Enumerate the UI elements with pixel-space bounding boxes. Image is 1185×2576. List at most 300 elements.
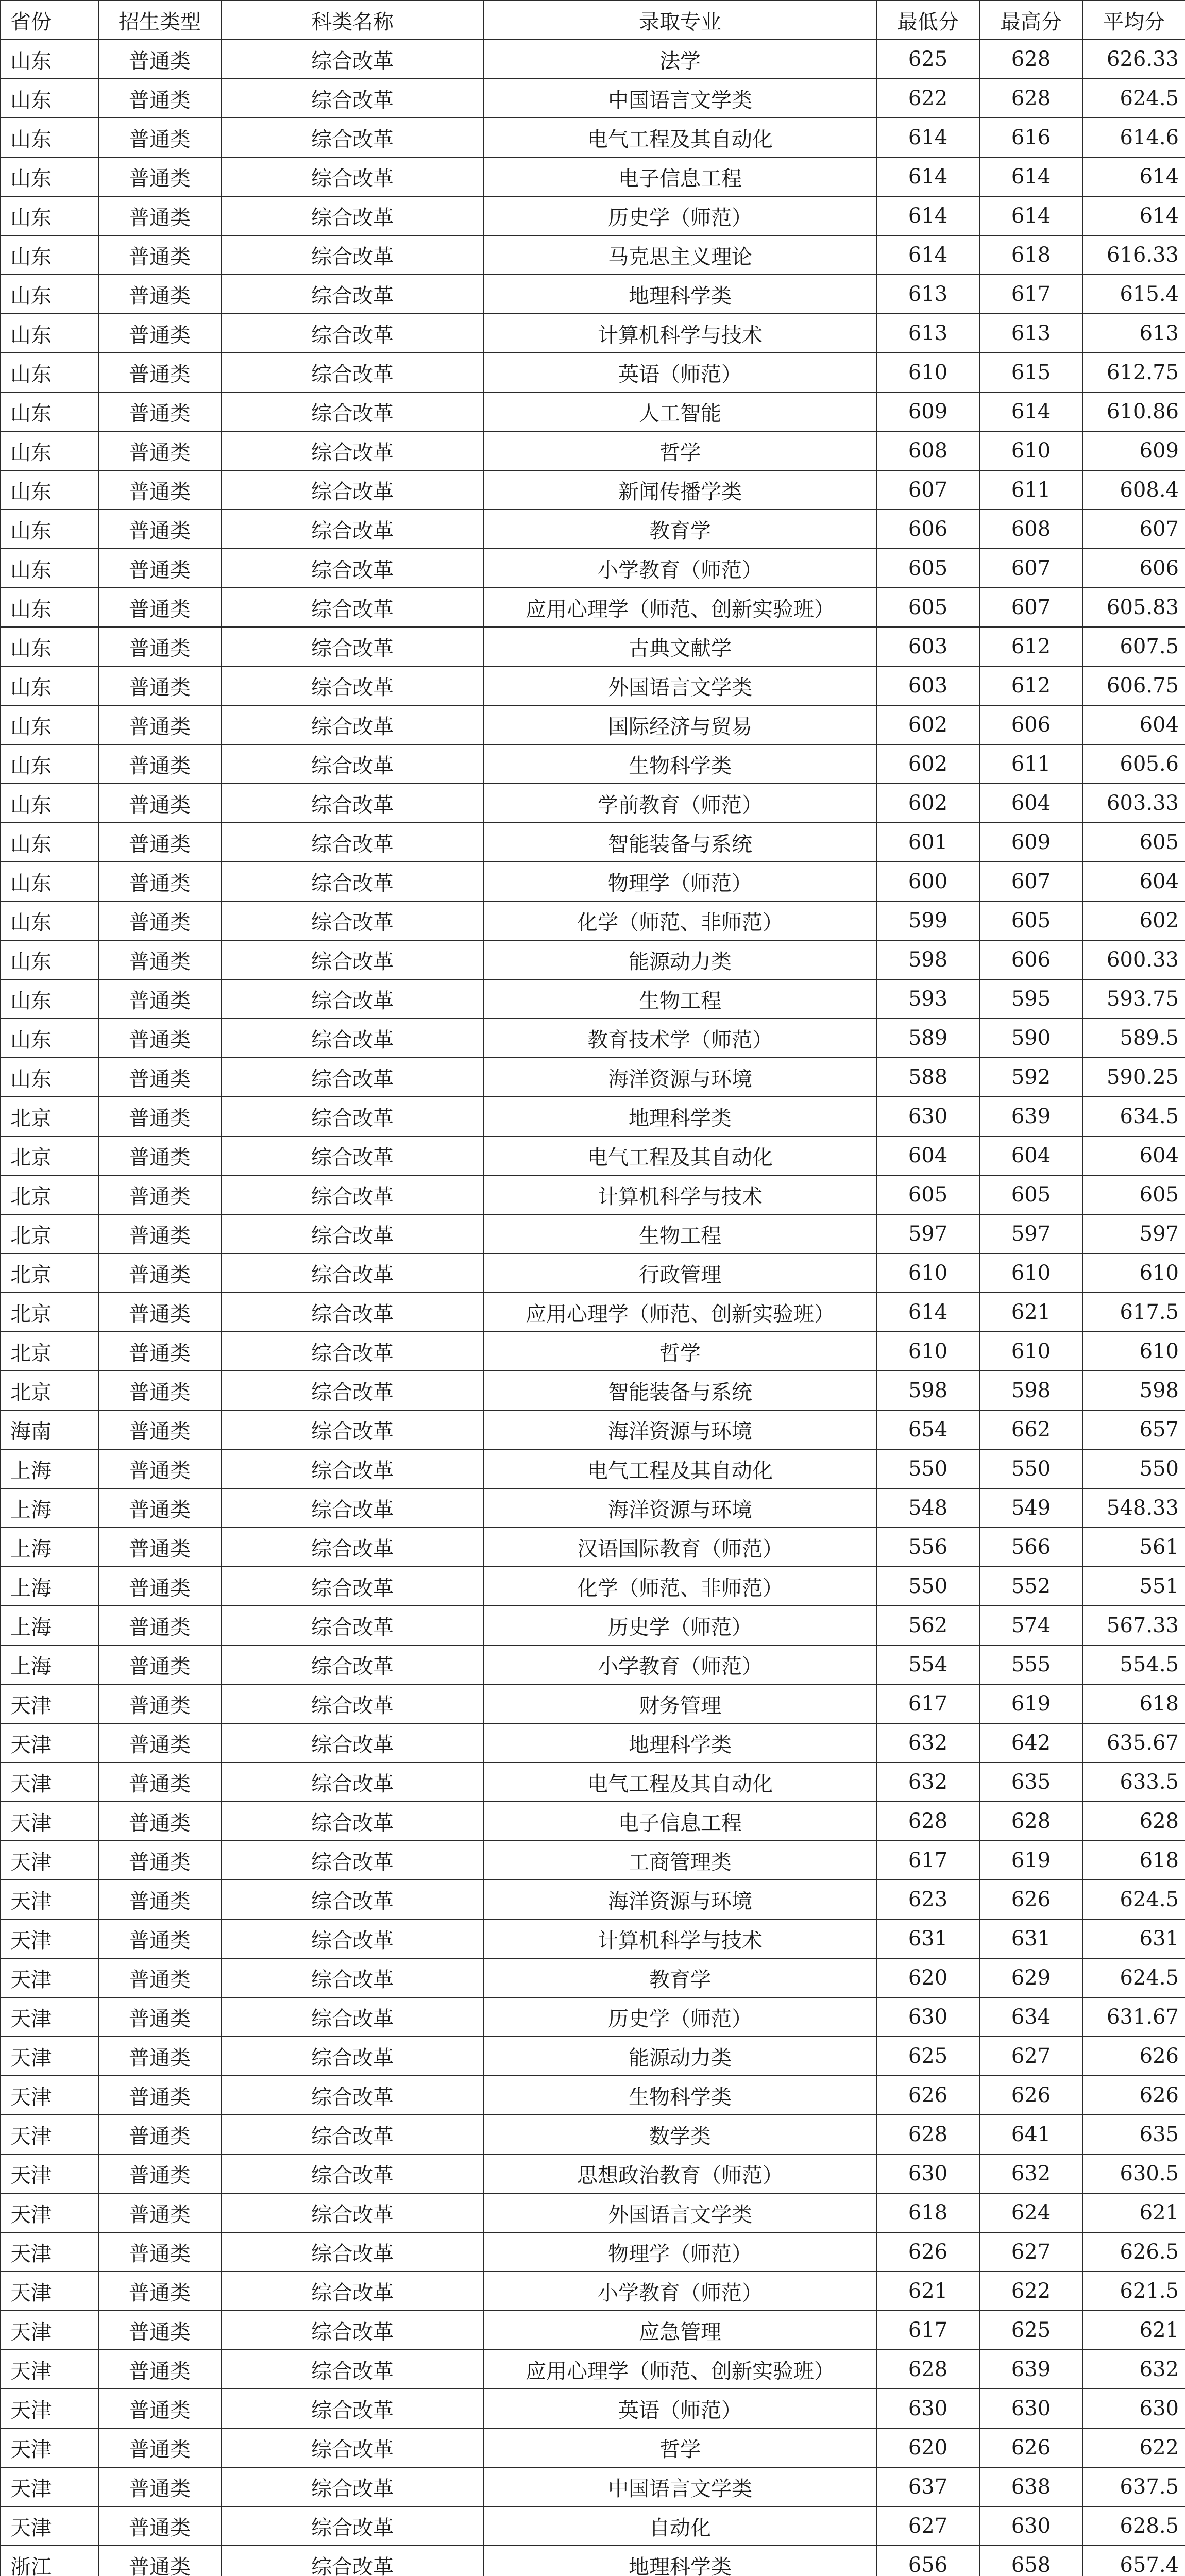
min-score-cell: 623 bbox=[876, 1880, 979, 1919]
table-row bbox=[1, 2193, 1185, 2232]
table-row bbox=[1, 2506, 1185, 2546]
table-row bbox=[1, 353, 1185, 392]
avg-score-cell: 618 bbox=[1082, 1841, 1185, 1880]
table-row bbox=[1, 2115, 1185, 2154]
enrollment-type-cell: 普通类 bbox=[98, 979, 221, 1019]
table-row bbox=[1, 2232, 1185, 2272]
min-score-cell: 603 bbox=[876, 666, 979, 705]
enrollment-type-cell: 普通类 bbox=[98, 1371, 221, 1410]
major-cell: 地理科学类 bbox=[484, 2546, 876, 2576]
min-score-cell: 606 bbox=[876, 510, 979, 549]
min-score-cell: 602 bbox=[876, 705, 979, 744]
enrollment-type-cell: 普通类 bbox=[98, 2115, 221, 2154]
max-score-cell: 614 bbox=[979, 196, 1082, 235]
min-score-cell: 554 bbox=[876, 1645, 979, 1684]
enrollment-type-cell: 普通类 bbox=[98, 510, 221, 549]
enrollment-type-cell: 普通类 bbox=[98, 2467, 221, 2506]
province-cell: 北京 bbox=[1, 1253, 98, 1293]
min-score-cell: 602 bbox=[876, 784, 979, 823]
min-score-cell: 630 bbox=[876, 1097, 979, 1136]
table-row bbox=[1, 2311, 1185, 2350]
province-cell: 上海 bbox=[1, 1606, 98, 1645]
min-score-cell: 603 bbox=[876, 627, 979, 666]
enrollment-type-cell: 普通类 bbox=[98, 2232, 221, 2272]
max-score-cell: 605 bbox=[979, 901, 1082, 940]
max-score-cell: 639 bbox=[979, 2350, 1082, 2389]
avg-score-cell: 657 bbox=[1082, 1410, 1185, 1449]
min-score-cell: 617 bbox=[876, 1684, 979, 1723]
avg-score-cell: 590.25 bbox=[1082, 1058, 1185, 1097]
province-cell: 山东 bbox=[1, 510, 98, 549]
major-cell: 化学（师范、非师范） bbox=[484, 1567, 876, 1606]
province-cell: 山东 bbox=[1, 823, 98, 862]
subject-category-cell: 综合改革 bbox=[221, 627, 484, 666]
province-cell: 山东 bbox=[1, 940, 98, 979]
major-cell: 数学类 bbox=[484, 2115, 876, 2154]
min-score-cell: 614 bbox=[876, 157, 979, 196]
min-score-cell: 614 bbox=[876, 196, 979, 235]
min-score-cell: 610 bbox=[876, 353, 979, 392]
min-score-cell: 598 bbox=[876, 1371, 979, 1410]
subject-category-cell: 综合改革 bbox=[221, 2115, 484, 2154]
table-row bbox=[1, 1841, 1185, 1880]
table-row bbox=[1, 510, 1185, 549]
min-score-cell: 622 bbox=[876, 79, 979, 118]
avg-score-cell: 609 bbox=[1082, 431, 1185, 470]
major-cell: 工商管理类 bbox=[484, 1841, 876, 1880]
province-cell: 北京 bbox=[1, 1332, 98, 1371]
province-cell: 北京 bbox=[1, 1136, 98, 1175]
enrollment-type-cell: 普通类 bbox=[98, 1488, 221, 1528]
max-score-cell: 616 bbox=[979, 118, 1082, 157]
major-cell: 小学教育（师范） bbox=[484, 1645, 876, 1684]
min-score-cell: 630 bbox=[876, 2154, 979, 2193]
province-cell: 山东 bbox=[1, 235, 98, 275]
avg-score-cell: 616.33 bbox=[1082, 235, 1185, 275]
major-cell: 电气工程及其自动化 bbox=[484, 118, 876, 157]
major-cell: 财务管理 bbox=[484, 1684, 876, 1723]
avg-score-cell: 605.83 bbox=[1082, 588, 1185, 627]
min-score-cell: 562 bbox=[876, 1606, 979, 1645]
subject-category-cell: 综合改革 bbox=[221, 1175, 484, 1214]
province-cell: 上海 bbox=[1, 1645, 98, 1684]
major-cell: 英语（师范） bbox=[484, 2389, 876, 2428]
avg-score-cell: 637.5 bbox=[1082, 2467, 1185, 2506]
max-score-cell: 604 bbox=[979, 784, 1082, 823]
enrollment-type-cell: 普通类 bbox=[98, 2076, 221, 2115]
table-row bbox=[1, 431, 1185, 470]
enrollment-type-cell: 普通类 bbox=[98, 549, 221, 588]
table-row bbox=[1, 118, 1185, 157]
table-row bbox=[1, 275, 1185, 314]
min-score-cell: 614 bbox=[876, 118, 979, 157]
enrollment-type-cell: 普通类 bbox=[98, 1019, 221, 1058]
province-cell: 天津 bbox=[1, 1802, 98, 1841]
province-cell: 天津 bbox=[1, 1880, 98, 1919]
enrollment-type-cell: 普通类 bbox=[98, 40, 221, 79]
province-cell: 天津 bbox=[1, 1997, 98, 2037]
subject-category-cell: 综合改革 bbox=[221, 510, 484, 549]
avg-score-cell: 622 bbox=[1082, 2428, 1185, 2467]
max-score-cell: 605 bbox=[979, 1175, 1082, 1214]
avg-score-cell: 613 bbox=[1082, 314, 1185, 353]
max-score-cell: 612 bbox=[979, 627, 1082, 666]
enrollment-type-cell: 普通类 bbox=[98, 2154, 221, 2193]
enrollment-type-cell: 普通类 bbox=[98, 1997, 221, 2037]
subject-category-cell: 综合改革 bbox=[221, 2076, 484, 2115]
avg-score-cell: 634.5 bbox=[1082, 1097, 1185, 1136]
avg-score-cell: 614.6 bbox=[1082, 118, 1185, 157]
enrollment-type-cell: 普通类 bbox=[98, 627, 221, 666]
major-cell: 历史学（师范） bbox=[484, 1606, 876, 1645]
major-cell: 古典文献学 bbox=[484, 627, 876, 666]
max-score-cell: 552 bbox=[979, 1567, 1082, 1606]
min-score-cell: 654 bbox=[876, 1410, 979, 1449]
max-score-cell: 630 bbox=[979, 2506, 1082, 2546]
min-score-cell: 599 bbox=[876, 901, 979, 940]
enrollment-type-cell: 普通类 bbox=[98, 744, 221, 784]
subject-category-cell: 综合改革 bbox=[221, 2350, 484, 2389]
min-score-cell: 630 bbox=[876, 1997, 979, 2037]
avg-score-cell: 604 bbox=[1082, 705, 1185, 744]
enrollment-type-cell: 普通类 bbox=[98, 588, 221, 627]
province-cell: 天津 bbox=[1, 1723, 98, 1762]
table-row bbox=[1, 1958, 1185, 1997]
avg-score-cell: 610 bbox=[1082, 1332, 1185, 1371]
province-cell: 浙江 bbox=[1, 2546, 98, 2576]
subject-category-cell: 综合改革 bbox=[221, 1567, 484, 1606]
table-row bbox=[1, 588, 1185, 627]
subject-category-cell: 综合改革 bbox=[221, 1919, 484, 1958]
major-cell: 哲学 bbox=[484, 431, 876, 470]
max-score-cell: 610 bbox=[979, 1332, 1082, 1371]
max-score-cell: 628 bbox=[979, 79, 1082, 118]
major-cell: 应用心理学（师范、创新实验班） bbox=[484, 588, 876, 627]
avg-score-cell: 628 bbox=[1082, 1802, 1185, 1841]
avg-score-cell: 624.5 bbox=[1082, 1958, 1185, 1997]
max-score-cell: 632 bbox=[979, 2154, 1082, 2193]
subject-category-cell: 综合改革 bbox=[221, 470, 484, 510]
province-cell: 山东 bbox=[1, 431, 98, 470]
avg-score-cell: 561 bbox=[1082, 1528, 1185, 1567]
max-score-cell: 592 bbox=[979, 1058, 1082, 1097]
major-cell: 计算机科学与技术 bbox=[484, 1919, 876, 1958]
province-cell: 山东 bbox=[1, 666, 98, 705]
min-score-cell: 631 bbox=[876, 1919, 979, 1958]
max-score-cell: 614 bbox=[979, 392, 1082, 431]
table-row bbox=[1, 940, 1185, 979]
table-row bbox=[1, 1723, 1185, 1762]
min-score-cell: 605 bbox=[876, 549, 979, 588]
max-score-cell: 611 bbox=[979, 744, 1082, 784]
header-enrollment-type: 招生类型 bbox=[98, 1, 221, 40]
subject-category-cell: 综合改革 bbox=[221, 2272, 484, 2311]
enrollment-type-cell: 普通类 bbox=[98, 1293, 221, 1332]
subject-category-cell: 综合改革 bbox=[221, 1332, 484, 1371]
table-row bbox=[1, 1488, 1185, 1528]
major-cell: 电气工程及其自动化 bbox=[484, 1762, 876, 1802]
major-cell: 电子信息工程 bbox=[484, 157, 876, 196]
table-row bbox=[1, 1214, 1185, 1253]
province-cell: 山东 bbox=[1, 196, 98, 235]
subject-category-cell: 综合改革 bbox=[221, 1214, 484, 1253]
major-cell: 教育技术学（师范） bbox=[484, 1019, 876, 1058]
avg-score-cell: 621 bbox=[1082, 2193, 1185, 2232]
table-row bbox=[1, 1371, 1185, 1410]
avg-score-cell: 606 bbox=[1082, 549, 1185, 588]
major-cell: 国际经济与贸易 bbox=[484, 705, 876, 744]
avg-score-cell: 626 bbox=[1082, 2076, 1185, 2115]
province-cell: 天津 bbox=[1, 1919, 98, 1958]
max-score-cell: 611 bbox=[979, 470, 1082, 510]
province-cell: 天津 bbox=[1, 2037, 98, 2076]
avg-score-cell: 612.75 bbox=[1082, 353, 1185, 392]
province-cell: 天津 bbox=[1, 2350, 98, 2389]
min-score-cell: 604 bbox=[876, 1136, 979, 1175]
table-body bbox=[1, 40, 1185, 2576]
enrollment-type-cell: 普通类 bbox=[98, 2193, 221, 2232]
avg-score-cell: 610.86 bbox=[1082, 392, 1185, 431]
avg-score-cell: 604 bbox=[1082, 1136, 1185, 1175]
table-row bbox=[1, 235, 1185, 275]
major-cell: 新闻传播学类 bbox=[484, 470, 876, 510]
min-score-cell: 602 bbox=[876, 744, 979, 784]
enrollment-type-cell: 普通类 bbox=[98, 862, 221, 901]
avg-score-cell: 626.33 bbox=[1082, 40, 1185, 79]
max-score-cell: 615 bbox=[979, 353, 1082, 392]
min-score-cell: 597 bbox=[876, 1214, 979, 1253]
subject-category-cell: 综合改革 bbox=[221, 1684, 484, 1723]
table-row bbox=[1, 1919, 1185, 1958]
enrollment-type-cell: 普通类 bbox=[98, 2350, 221, 2389]
enrollment-type-cell: 普通类 bbox=[98, 1919, 221, 1958]
min-score-cell: 632 bbox=[876, 1762, 979, 1802]
subject-category-cell: 综合改革 bbox=[221, 1645, 484, 1684]
header-major: 录取专业 bbox=[484, 1, 876, 40]
province-cell: 山东 bbox=[1, 470, 98, 510]
max-score-cell: 574 bbox=[979, 1606, 1082, 1645]
table-row bbox=[1, 1802, 1185, 1841]
min-score-cell: 610 bbox=[876, 1332, 979, 1371]
max-score-cell: 606 bbox=[979, 705, 1082, 744]
min-score-cell: 598 bbox=[876, 940, 979, 979]
max-score-cell: 634 bbox=[979, 1997, 1082, 2037]
enrollment-type-cell: 普通类 bbox=[98, 1528, 221, 1567]
table-row bbox=[1, 1606, 1185, 1645]
table-row bbox=[1, 1253, 1185, 1293]
avg-score-cell: 605 bbox=[1082, 823, 1185, 862]
max-score-cell: 550 bbox=[979, 1449, 1082, 1488]
enrollment-type-cell: 普通类 bbox=[98, 392, 221, 431]
min-score-cell: 600 bbox=[876, 862, 979, 901]
province-cell: 天津 bbox=[1, 2389, 98, 2428]
subject-category-cell: 综合改革 bbox=[221, 1802, 484, 1841]
major-cell: 电气工程及其自动化 bbox=[484, 1449, 876, 1488]
major-cell: 地理科学类 bbox=[484, 1723, 876, 1762]
subject-category-cell: 综合改革 bbox=[221, 1958, 484, 1997]
min-score-cell: 617 bbox=[876, 1841, 979, 1880]
major-cell: 地理科学类 bbox=[484, 1097, 876, 1136]
max-score-cell: 613 bbox=[979, 314, 1082, 353]
avg-score-cell: 610 bbox=[1082, 1253, 1185, 1293]
subject-category-cell: 综合改革 bbox=[221, 353, 484, 392]
table-row bbox=[1, 823, 1185, 862]
avg-score-cell: 626.5 bbox=[1082, 2232, 1185, 2272]
enrollment-type-cell: 普通类 bbox=[98, 1175, 221, 1214]
subject-category-cell: 综合改革 bbox=[221, 314, 484, 353]
table-row bbox=[1, 2154, 1185, 2193]
enrollment-type-cell: 普通类 bbox=[98, 666, 221, 705]
major-cell: 哲学 bbox=[484, 2428, 876, 2467]
max-score-cell: 597 bbox=[979, 1214, 1082, 1253]
table-row bbox=[1, 1645, 1185, 1684]
subject-category-cell: 综合改革 bbox=[221, 940, 484, 979]
subject-category-cell: 综合改革 bbox=[221, 2193, 484, 2232]
enrollment-type-cell: 普通类 bbox=[98, 1606, 221, 1645]
max-score-cell: 626 bbox=[979, 2428, 1082, 2467]
major-cell: 行政管理 bbox=[484, 1253, 876, 1293]
min-score-cell: 613 bbox=[876, 275, 979, 314]
subject-category-cell: 综合改革 bbox=[221, 1293, 484, 1332]
table-row bbox=[1, 627, 1185, 666]
max-score-cell: 630 bbox=[979, 2389, 1082, 2428]
major-cell: 历史学（师范） bbox=[484, 196, 876, 235]
table-row bbox=[1, 2467, 1185, 2506]
avg-score-cell: 548.33 bbox=[1082, 1488, 1185, 1528]
major-cell: 能源动力类 bbox=[484, 2037, 876, 2076]
subject-category-cell: 综合改革 bbox=[221, 666, 484, 705]
enrollment-type-cell: 普通类 bbox=[98, 1762, 221, 1802]
subject-category-cell: 综合改革 bbox=[221, 118, 484, 157]
major-cell: 生物科学类 bbox=[484, 744, 876, 784]
enrollment-type-cell: 普通类 bbox=[98, 705, 221, 744]
enrollment-type-cell: 普通类 bbox=[98, 1841, 221, 1880]
min-score-cell: 550 bbox=[876, 1567, 979, 1606]
max-score-cell: 658 bbox=[979, 2546, 1082, 2576]
max-score-cell: 595 bbox=[979, 979, 1082, 1019]
province-cell: 天津 bbox=[1, 2272, 98, 2311]
avg-score-cell: 633.5 bbox=[1082, 1762, 1185, 1802]
table-row bbox=[1, 1528, 1185, 1567]
major-cell: 学前教育（师范） bbox=[484, 784, 876, 823]
header-avg-score: 平均分 bbox=[1082, 1, 1185, 40]
min-score-cell: 625 bbox=[876, 40, 979, 79]
max-score-cell: 618 bbox=[979, 235, 1082, 275]
major-cell: 物理学（师范） bbox=[484, 862, 876, 901]
min-score-cell: 617 bbox=[876, 2311, 979, 2350]
province-cell: 山东 bbox=[1, 79, 98, 118]
table-row bbox=[1, 901, 1185, 940]
min-score-cell: 550 bbox=[876, 1449, 979, 1488]
enrollment-type-cell: 普通类 bbox=[98, 1097, 221, 1136]
enrollment-type-cell: 普通类 bbox=[98, 823, 221, 862]
avg-score-cell: 626 bbox=[1082, 2037, 1185, 2076]
enrollment-type-cell: 普通类 bbox=[98, 1253, 221, 1293]
max-score-cell: 626 bbox=[979, 2076, 1082, 2115]
subject-category-cell: 综合改革 bbox=[221, 588, 484, 627]
min-score-cell: 608 bbox=[876, 431, 979, 470]
province-cell: 山东 bbox=[1, 353, 98, 392]
table-row bbox=[1, 1136, 1185, 1175]
province-cell: 天津 bbox=[1, 2428, 98, 2467]
min-score-cell: 630 bbox=[876, 2389, 979, 2428]
subject-category-cell: 综合改革 bbox=[221, 431, 484, 470]
subject-category-cell: 综合改革 bbox=[221, 1410, 484, 1449]
enrollment-type-cell: 普通类 bbox=[98, 2311, 221, 2350]
enrollment-type-cell: 普通类 bbox=[98, 79, 221, 118]
major-cell: 哲学 bbox=[484, 1332, 876, 1371]
enrollment-type-cell: 普通类 bbox=[98, 1645, 221, 1684]
table-row bbox=[1, 470, 1185, 510]
province-cell: 山东 bbox=[1, 275, 98, 314]
avg-score-cell: 554.5 bbox=[1082, 1645, 1185, 1684]
min-score-cell: 627 bbox=[876, 2506, 979, 2546]
table-row bbox=[1, 1019, 1185, 1058]
subject-category-cell: 综合改革 bbox=[221, 157, 484, 196]
major-cell: 小学教育（师范） bbox=[484, 2272, 876, 2311]
enrollment-type-cell: 普通类 bbox=[98, 2546, 221, 2576]
avg-score-cell: 631.67 bbox=[1082, 1997, 1185, 2037]
avg-score-cell: 551 bbox=[1082, 1567, 1185, 1606]
table-row bbox=[1, 2389, 1185, 2428]
subject-category-cell: 综合改革 bbox=[221, 1253, 484, 1293]
province-cell: 天津 bbox=[1, 2115, 98, 2154]
major-cell: 外国语言文学类 bbox=[484, 666, 876, 705]
province-cell: 北京 bbox=[1, 1293, 98, 1332]
major-cell: 外国语言文学类 bbox=[484, 2193, 876, 2232]
header-min-score: 最低分 bbox=[876, 1, 979, 40]
avg-score-cell: 615.4 bbox=[1082, 275, 1185, 314]
max-score-cell: 608 bbox=[979, 510, 1082, 549]
enrollment-type-cell: 普通类 bbox=[98, 235, 221, 275]
subject-category-cell: 综合改革 bbox=[221, 2232, 484, 2272]
min-score-cell: 589 bbox=[876, 1019, 979, 1058]
avg-score-cell: 603.33 bbox=[1082, 784, 1185, 823]
header-max-score: 最高分 bbox=[979, 1, 1082, 40]
major-cell: 英语（师范） bbox=[484, 353, 876, 392]
major-cell: 海洋资源与环境 bbox=[484, 1410, 876, 1449]
max-score-cell: 607 bbox=[979, 549, 1082, 588]
min-score-cell: 601 bbox=[876, 823, 979, 862]
min-score-cell: 628 bbox=[876, 1802, 979, 1841]
enrollment-type-cell: 普通类 bbox=[98, 1567, 221, 1606]
major-cell: 法学 bbox=[484, 40, 876, 79]
table-row bbox=[1, 862, 1185, 901]
avg-score-cell: 608.4 bbox=[1082, 470, 1185, 510]
enrollment-type-cell: 普通类 bbox=[98, 940, 221, 979]
max-score-cell: 629 bbox=[979, 1958, 1082, 1997]
province-cell: 天津 bbox=[1, 1841, 98, 1880]
province-cell: 上海 bbox=[1, 1528, 98, 1567]
avg-score-cell: 614 bbox=[1082, 196, 1185, 235]
header-province: 省份 bbox=[1, 1, 98, 40]
enrollment-type-cell: 普通类 bbox=[98, 2428, 221, 2467]
subject-category-cell: 综合改革 bbox=[221, 79, 484, 118]
table-row bbox=[1, 1449, 1185, 1488]
province-cell: 山东 bbox=[1, 118, 98, 157]
avg-score-cell: 604 bbox=[1082, 862, 1185, 901]
subject-category-cell: 综合改革 bbox=[221, 2389, 484, 2428]
min-score-cell: 605 bbox=[876, 588, 979, 627]
max-score-cell: 598 bbox=[979, 1371, 1082, 1410]
avg-score-cell: 621.5 bbox=[1082, 2272, 1185, 2311]
major-cell: 生物工程 bbox=[484, 1214, 876, 1253]
major-cell: 教育学 bbox=[484, 510, 876, 549]
table-row bbox=[1, 79, 1185, 118]
enrollment-type-cell: 普通类 bbox=[98, 784, 221, 823]
enrollment-type-cell: 普通类 bbox=[98, 1802, 221, 1841]
province-cell: 天津 bbox=[1, 2154, 98, 2193]
